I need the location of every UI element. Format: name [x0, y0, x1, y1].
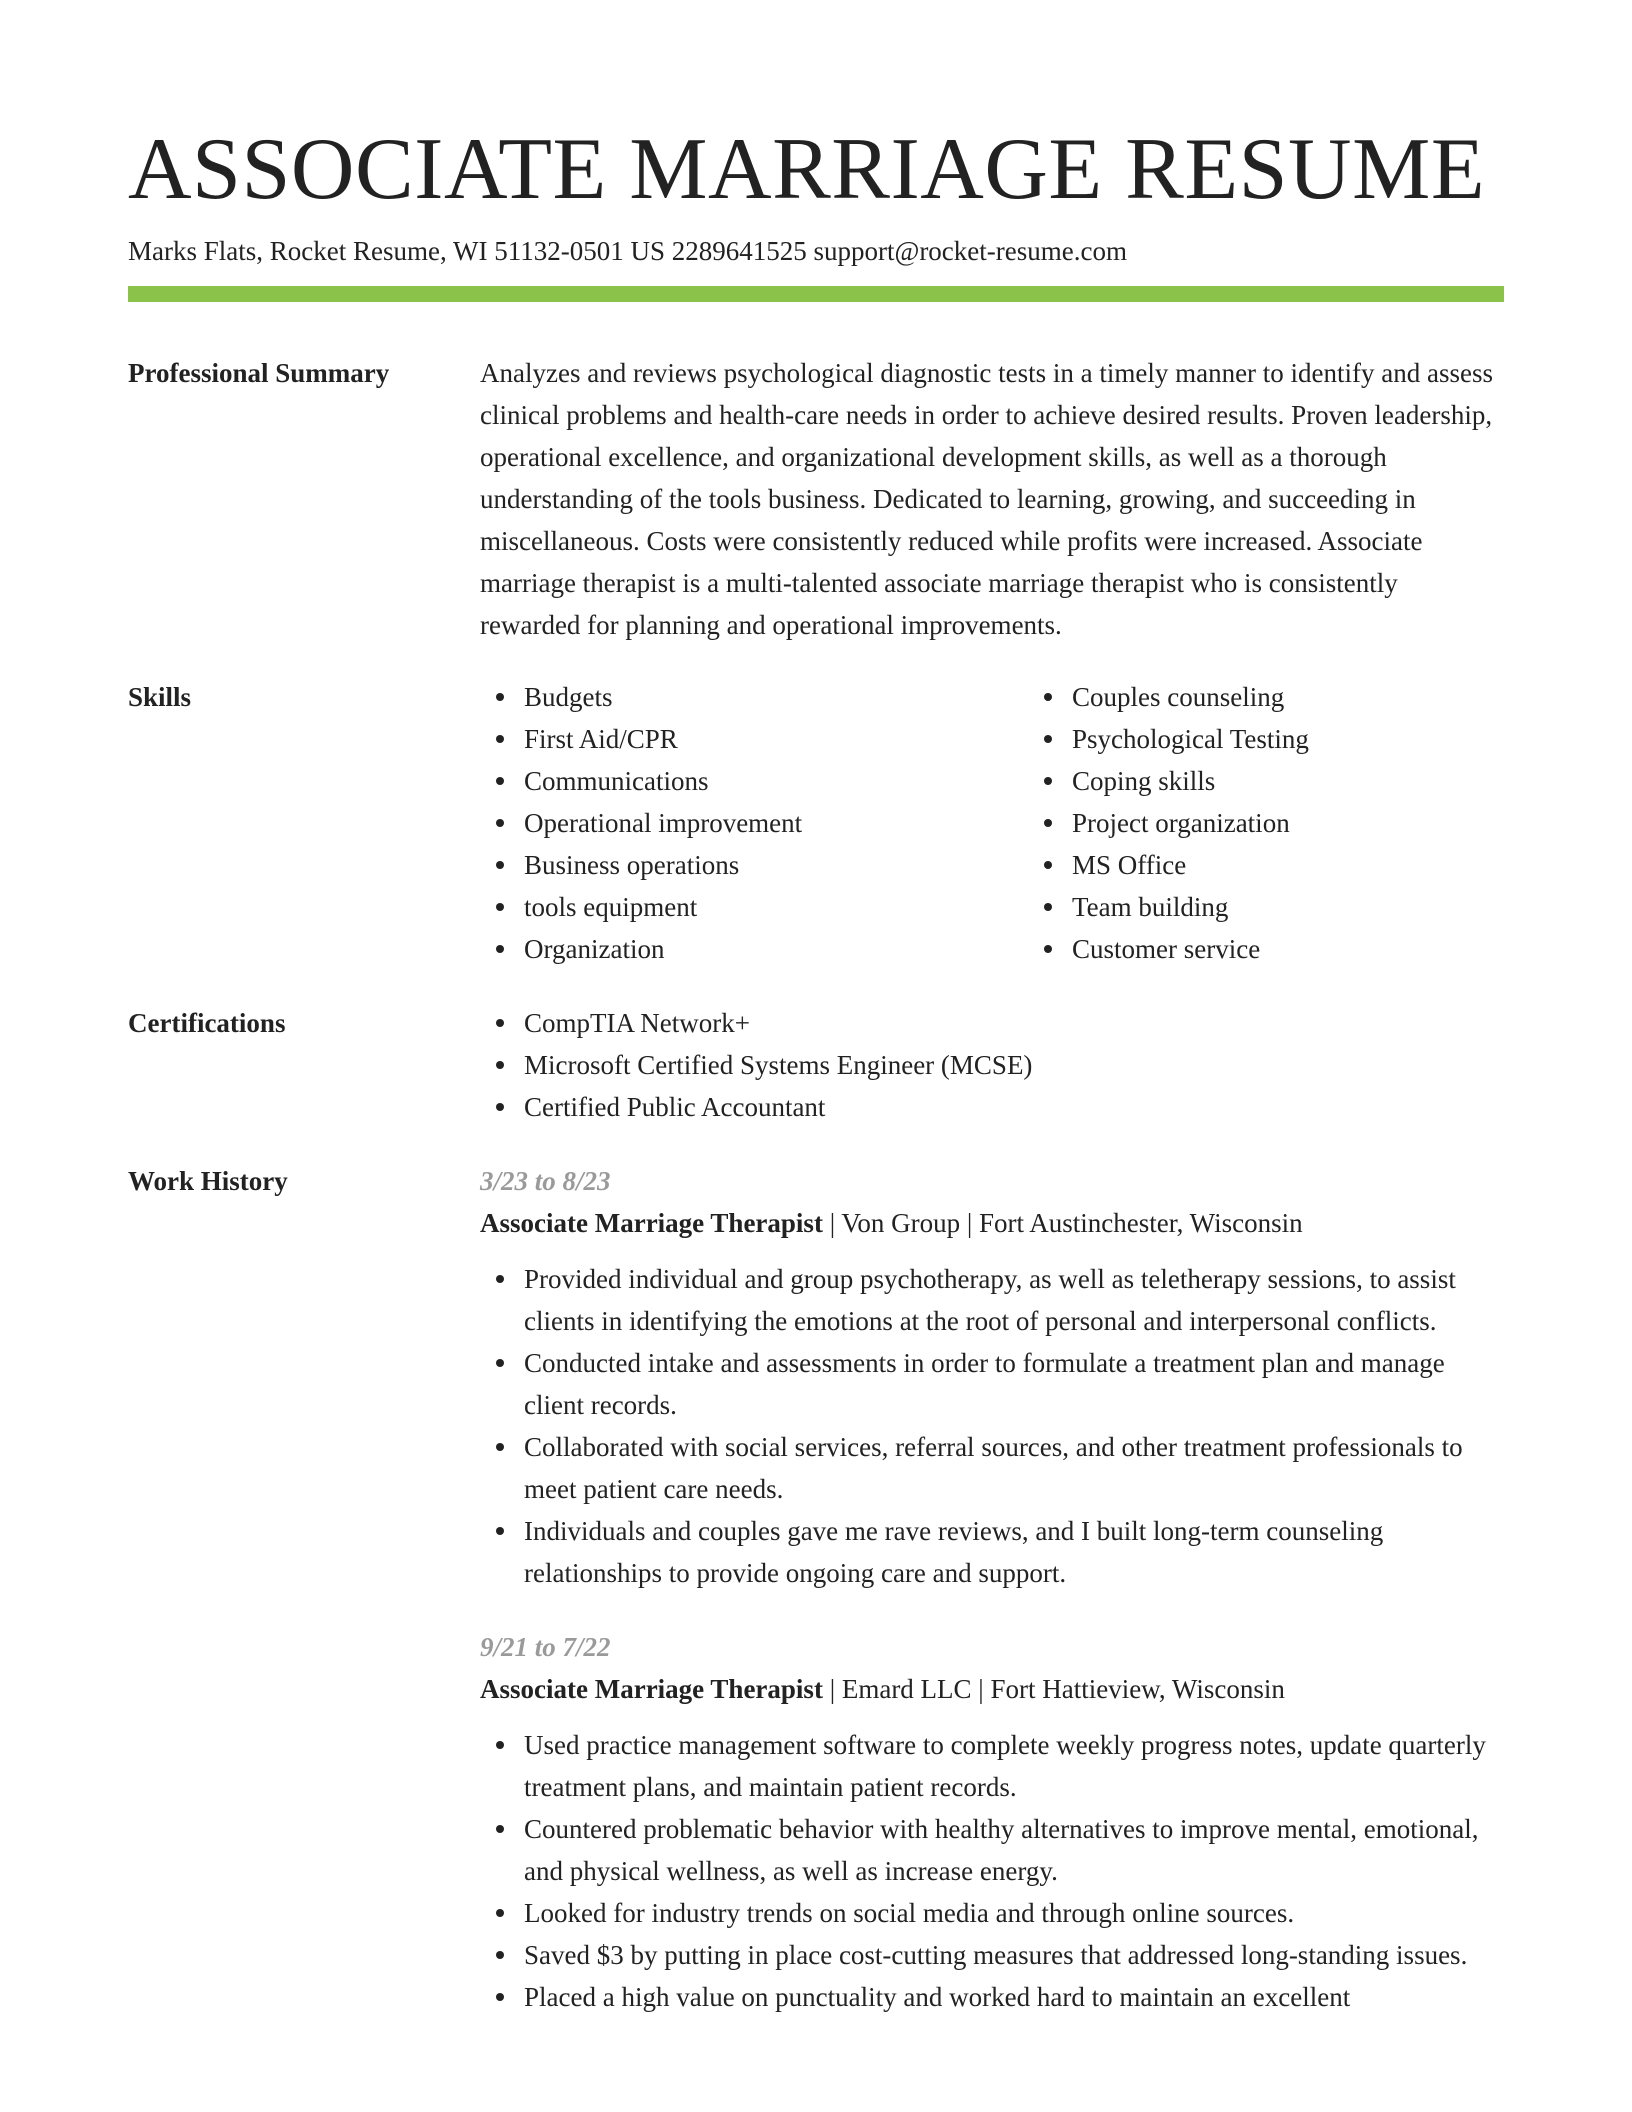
- job-bullet: Conducted intake and assessments in order to formulate a treatment plan and manage client records.: [524, 1342, 1504, 1426]
- job-details: | Emard LLC | Fort Hattieview, Wisconsin: [822, 1674, 1285, 1704]
- job-bullet: Collaborated with social services, referral sources, and other treatment professionals to meet patient care needs.: [524, 1426, 1504, 1510]
- skill-item: Couples counseling: [1072, 676, 1576, 718]
- job-dates: 9/21 to 7/22: [480, 1632, 611, 1662]
- certification-item: CompTIA Network+: [524, 1002, 1504, 1044]
- certification-item: Microsoft Certified Systems Engineer (MCSE): [524, 1044, 1504, 1086]
- skill-item: Operational improvement: [524, 802, 1028, 844]
- skills-list-left: [480, 676, 1028, 970]
- work-history-section: [128, 1160, 1504, 2050]
- job-title: Associate Marriage Therapist: [480, 1674, 823, 1704]
- header-divider: [128, 286, 1504, 302]
- summary-section: [128, 352, 1504, 646]
- job-bullet: Placed a high value on punctuality and worked hard to maintain an excellent: [524, 1976, 1504, 2018]
- job-bullets: [480, 1258, 1504, 1594]
- job-heading: [480, 1668, 1504, 1710]
- skill-item: Communications: [524, 760, 1028, 802]
- skills-heading: Skills: [128, 682, 192, 712]
- job-bullet: Provided individual and group psychotherapy, as well as teletherapy sessions, to assist clients in identifying the emotions at the root of personal and interpersonal conflicts.: [524, 1258, 1504, 1342]
- certifications-heading: Certifications: [128, 1008, 286, 1038]
- skills-list-right: [1028, 676, 1576, 970]
- job-bullet: Used practice management software to complete weekly progress notes, update quarterly treatment plans, and maintain patient records.: [524, 1724, 1504, 1808]
- skills-section: [128, 676, 1504, 970]
- certifications-section: [128, 1002, 1504, 1128]
- job-bullets: [480, 1724, 1504, 2018]
- skill-item: Customer service: [1072, 928, 1576, 970]
- job-bullet: Saved $3 by putting in place cost-cutting measures that addressed long-standing issues.: [524, 1934, 1504, 1976]
- job-title: Associate Marriage Therapist: [480, 1208, 823, 1238]
- skill-item: Organization: [524, 928, 1028, 970]
- certifications-body: [480, 1002, 1504, 1128]
- certification-item: Certified Public Accountant: [524, 1086, 1504, 1128]
- skill-item: Business operations: [524, 844, 1028, 886]
- summary-text: Analyzes and reviews psychological diagnostic tests in a timely manner to identify and assess clinical problems and health-care needs in order to achieve desired results. Proven leadership, operational excellence, and organizational development skills, as well as a thorough understanding of the tools business. Dedicated to learning, growing, and succeeding in miscellaneous. Costs were consistently reduced while profits were increased. Associate marriage therapist is a multi-talented associate marriage therapist who is consistently rewarded for planning and operational improvements.: [480, 358, 1494, 640]
- skill-item: tools equipment: [524, 886, 1028, 928]
- job-bullet: Countered problematic behavior with healthy alternatives to improve mental, emotional, and physical wellness, as well as increase energy.: [524, 1808, 1504, 1892]
- skill-item: Team building: [1072, 886, 1576, 928]
- skill-item: First Aid/CPR: [524, 718, 1028, 760]
- job-heading: [480, 1202, 1504, 1244]
- job-entry: [480, 1160, 1504, 1594]
- work-history-heading: Work History: [128, 1166, 288, 1196]
- skills-columns: [480, 676, 1576, 970]
- work-history-body: [480, 1160, 1504, 2050]
- job-entry: [480, 1626, 1504, 2018]
- certifications-list: [480, 1002, 1504, 1128]
- job-dates: 3/23 to 8/23: [480, 1166, 611, 1196]
- skill-item: MS Office: [1072, 844, 1576, 886]
- job-bullet: Individuals and couples gave me rave reviews, and I built long-term counseling relationships to provide ongoing care and support.: [524, 1510, 1504, 1594]
- contact-info: Marks Flats, Rocket Resume, WI 51132-0501 US 2289641525 support@rocket-resume.com: [128, 236, 1127, 266]
- job-bullet: Looked for industry trends on social media and through online sources.: [524, 1892, 1504, 1934]
- job-details: | Von Group | Fort Austinchester, Wisconsin: [822, 1208, 1303, 1238]
- skill-item: Coping skills: [1072, 760, 1576, 802]
- resume-name: ASSOCIATE MARRIAGE RESUME: [128, 121, 1486, 218]
- summary-heading: Professional Summary: [128, 358, 390, 388]
- skill-item: Psychological Testing: [1072, 718, 1576, 760]
- skill-item: Project organization: [1072, 802, 1576, 844]
- skill-item: Budgets: [524, 676, 1028, 718]
